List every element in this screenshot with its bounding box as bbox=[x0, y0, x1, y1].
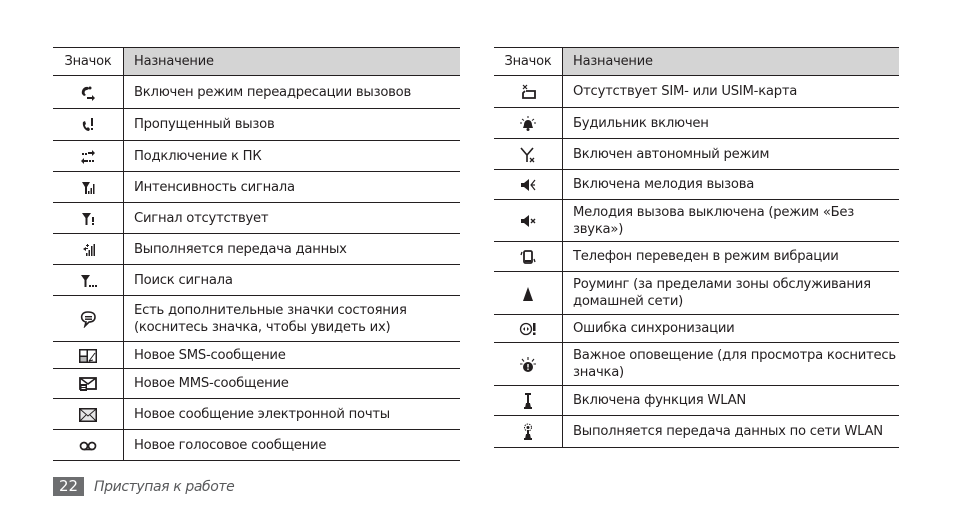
table-row bbox=[53, 369, 460, 399]
row-description: Включен режим переадресации вызовов bbox=[124, 76, 461, 109]
column-header-purpose: Назначение bbox=[124, 48, 461, 76]
alarm-icon bbox=[517, 115, 539, 133]
page-number: 22 bbox=[53, 477, 84, 496]
table-row bbox=[53, 265, 460, 296]
table-row bbox=[494, 170, 899, 200]
row-description: Поиск сигнала bbox=[124, 265, 461, 296]
ringtone-on-icon bbox=[517, 176, 539, 194]
table-row bbox=[53, 172, 460, 203]
row-description: Сигнал отсутствует bbox=[124, 203, 461, 234]
table-row bbox=[494, 76, 899, 108]
row-description: Телефон переведен в режим вибрации bbox=[563, 242, 900, 272]
row-description: Пропущенный вызов bbox=[124, 109, 461, 141]
row-description: Подключение к ПК bbox=[124, 141, 461, 172]
data-transfer-icon bbox=[77, 241, 99, 259]
row-description: Новое MMS-сообщение bbox=[124, 369, 461, 399]
signal-strength-icon bbox=[77, 179, 99, 197]
roaming-icon bbox=[517, 285, 539, 303]
table-row bbox=[494, 416, 899, 448]
table-row bbox=[53, 141, 460, 172]
table-row bbox=[494, 108, 899, 139]
row-description: Будильник включен bbox=[563, 108, 900, 139]
column-header-purpose: Назначение bbox=[563, 48, 900, 76]
important-alert-icon bbox=[517, 356, 539, 374]
new-mms-icon bbox=[77, 375, 99, 393]
row-description: Важное оповещение (для просмотра коснитесь значка) bbox=[563, 343, 900, 386]
missed-call-icon bbox=[77, 116, 99, 134]
table-row bbox=[494, 272, 899, 315]
flight-mode-icon bbox=[517, 146, 539, 164]
call-forwarding-icon bbox=[77, 84, 99, 102]
no-signal-icon bbox=[77, 210, 99, 228]
table-row bbox=[53, 234, 460, 265]
row-description: Новое голосовое сообщение bbox=[124, 430, 461, 461]
column-header-icon: Значок bbox=[494, 48, 563, 76]
row-description: Включена мелодия вызова bbox=[563, 170, 900, 200]
searching-signal-icon bbox=[77, 272, 99, 290]
row-description: Есть дополнительные значки состояния (коснитесь значка, чтобы увидеть их) bbox=[124, 296, 461, 342]
row-description: Выполняется передача данных по сети WLAN bbox=[563, 416, 900, 448]
table-row bbox=[53, 109, 460, 141]
row-description: Мелодия вызова выключена (режим «Без звука») bbox=[563, 200, 900, 242]
table-row bbox=[53, 76, 460, 109]
table-row bbox=[53, 430, 460, 461]
sync-error-icon bbox=[517, 320, 539, 338]
table-row bbox=[53, 296, 460, 342]
table-row bbox=[494, 315, 899, 343]
table-row bbox=[494, 139, 899, 170]
table-header-row bbox=[53, 48, 460, 76]
wlan-on-icon bbox=[517, 392, 539, 410]
no-sim-icon bbox=[517, 83, 539, 101]
row-description: Отсутствует SIM- или USIM-карта bbox=[563, 76, 900, 108]
status-icons-table-left bbox=[53, 47, 460, 461]
new-email-icon bbox=[77, 406, 99, 424]
table-row bbox=[53, 203, 460, 234]
silent-mode-icon bbox=[517, 212, 539, 230]
status-icons-table-right bbox=[494, 47, 899, 448]
more-status-icon bbox=[77, 310, 99, 328]
row-description: Включен автономный режим bbox=[563, 139, 900, 170]
table-row bbox=[53, 342, 460, 369]
table-row bbox=[494, 343, 899, 386]
row-description: Включена функция WLAN bbox=[563, 386, 900, 416]
row-description: Новое сообщение электронной почты bbox=[124, 399, 461, 430]
page-footer bbox=[53, 477, 234, 496]
row-description: Новое SMS-сообщение bbox=[124, 342, 461, 369]
row-description: Интенсивность сигнала bbox=[124, 172, 461, 203]
row-description: Ошибка синхронизации bbox=[563, 315, 900, 343]
table-row bbox=[53, 399, 460, 430]
row-description: Роуминг (за пределами зоны обслуживания домашней сети) bbox=[563, 272, 900, 315]
table-row bbox=[494, 200, 899, 242]
wlan-transfer-icon bbox=[517, 423, 539, 441]
column-header-icon: Значок bbox=[53, 48, 124, 76]
row-description: Выполняется передача данных bbox=[124, 234, 461, 265]
section-title: Приступая к работе bbox=[94, 478, 235, 495]
table-header-row bbox=[494, 48, 899, 76]
table-row bbox=[494, 386, 899, 416]
table-row bbox=[494, 242, 899, 272]
new-sms-icon bbox=[77, 347, 99, 365]
pc-connection-icon bbox=[77, 148, 99, 166]
vibration-icon bbox=[517, 248, 539, 266]
voicemail-icon bbox=[77, 437, 99, 455]
